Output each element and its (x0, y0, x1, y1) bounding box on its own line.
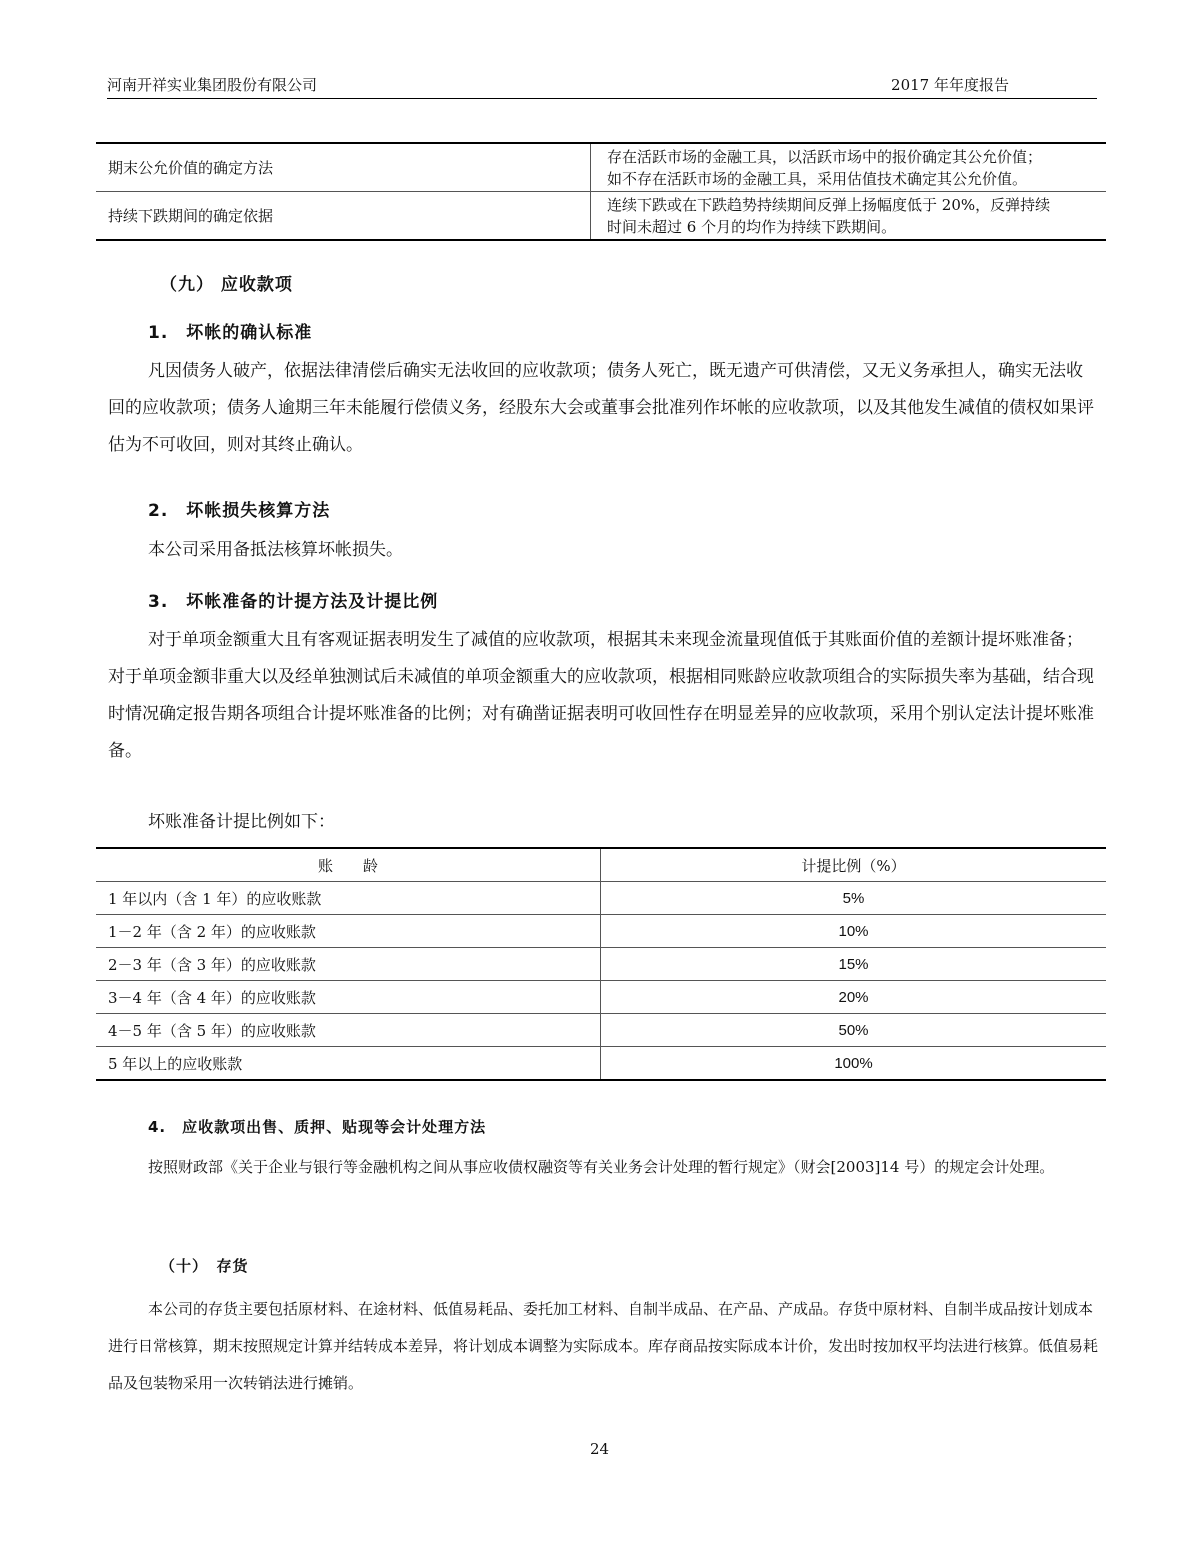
column-header-age: 账 龄 (96, 848, 601, 882)
bad-debt-ratio-table (96, 847, 1106, 1081)
cell-line: 时间未超过 6 个月的均作为持续下跌期间。 (607, 217, 897, 236)
cell-age: 4－5 年（含 5 年）的应收账款 (96, 1014, 601, 1047)
cell-ratio: 20% (601, 981, 1107, 1014)
page-number: 24 (589, 1440, 610, 1458)
fair-value-table (96, 142, 1106, 241)
table-row (96, 882, 1106, 915)
cell-age: 2－3 年（含 3 年）的应收账款 (96, 948, 601, 981)
subsection-1-title: 1. 坏帐的确认标准 (148, 323, 313, 343)
table-row (96, 981, 1106, 1014)
subsection-2-text: 本公司采用备抵法核算坏帐损失。 (148, 540, 403, 560)
table-row (96, 143, 1106, 192)
cell-ratio: 10% (601, 915, 1107, 948)
subsection-3-text: 对于单项金额重大且有客观证据表明发生了减值的应收款项，根据其未来现金流量现值低于其账面价值的差额计提坏账准备；对于单项金额非重大以及经单独测试后未减值的单项金额重大的应收款项，根据相同账龄应收款项组合的实际损失率为基础，结合现时情况确定报告期各项组合计提坏账准备的比例；对有确凿证据表明可收回性存在明显差异的应收款项，采用个别认定法计提坏账准备。 (108, 630, 1094, 761)
cell-line: 存在活跃市场的金融工具，以活跃市场中的报价确定其公允价值； (607, 147, 1043, 166)
table-row (96, 948, 1106, 981)
table-cell-value (591, 143, 1107, 192)
cell-age: 3－4 年（含 4 年）的应收账款 (96, 981, 601, 1014)
cell-line: 连续下跌或在下跌趋势持续期间反弹上扬幅度低于 20%，反弹持续 (607, 195, 1051, 214)
subsection-1-text: 凡因债务人破产，依据法律清偿后确实无法收回的应收款项；债务人死亡，既无遗产可供清偿，又无义务承担人，确实无法收回的应收款项；债务人逾期三年未能履行偿债义务，经股东大会或董事会批准列作坏帐的应收款项，以及其他发生减值的债权如果评估为不可收回，则对其终止确认。 (108, 361, 1094, 455)
cell-ratio: 50% (601, 1014, 1107, 1047)
report-title: 2017 年年度报告 (891, 76, 1009, 94)
table-header-row (96, 848, 1106, 882)
subsection-4-title: 4. 应收款项出售、质押、贴现等会计处理方法 (148, 1118, 487, 1136)
table-row (96, 192, 1106, 241)
cell-ratio: 100% (601, 1047, 1107, 1081)
subsection-4-text: 按照财政部《关于企业与银行等金融机构之间从事应收债权融资等有关业务会计处理的暂行规定》（财会[2003]14 号）的规定会计处理。 (148, 1158, 1055, 1176)
company-name: 河南开祥实业集团股份有限公司 (107, 76, 318, 94)
table-cell-value (591, 192, 1107, 241)
subsection-2-title: 2. 坏帐损失核算方法 (148, 501, 331, 521)
section-9-title: （九） 应收款项 (160, 275, 293, 295)
cell-ratio: 15% (601, 948, 1107, 981)
table-cell-label: 持续下跌期间的确定依据 (96, 192, 591, 241)
section-10-title: （十） 存货 (160, 1257, 249, 1275)
table-row (96, 1047, 1106, 1081)
table-row (96, 1014, 1106, 1047)
cell-line: 如不存在活跃市场的金融工具，采用估值技术确定其公允价值。 (607, 169, 1028, 188)
cell-age: 1 年以内（含 1 年）的应收账款 (96, 882, 601, 915)
cell-age: 1－2 年（含 2 年）的应收账款 (96, 915, 601, 948)
page-header (107, 74, 1097, 99)
section-10-text: 本公司的存货主要包括原材料、在途材料、低值易耗品、委托加工材料、自制半成品、在产品、产成品。存货中原材料、自制半成品按计划成本进行日常核算，期末按照规定计算并结转成本差异，将计划成本调整为实际成本。库存商品按实际成本计价，发出时按加权平均法进行核算。低值易耗品及包装物采用一次转销法进行摊销。 (108, 1300, 1099, 1392)
table-row (96, 915, 1106, 948)
subsection-3-title: 3. 坏帐准备的计提方法及计提比例 (148, 592, 439, 612)
ratio-intro: 坏账准备计提比例如下： (148, 812, 335, 832)
cell-age: 5 年以上的应收账款 (96, 1047, 601, 1081)
cell-ratio: 5% (601, 882, 1107, 915)
table-cell-label: 期末公允价值的确定方法 (96, 143, 591, 192)
column-header-ratio: 计提比例（%） (601, 848, 1107, 882)
